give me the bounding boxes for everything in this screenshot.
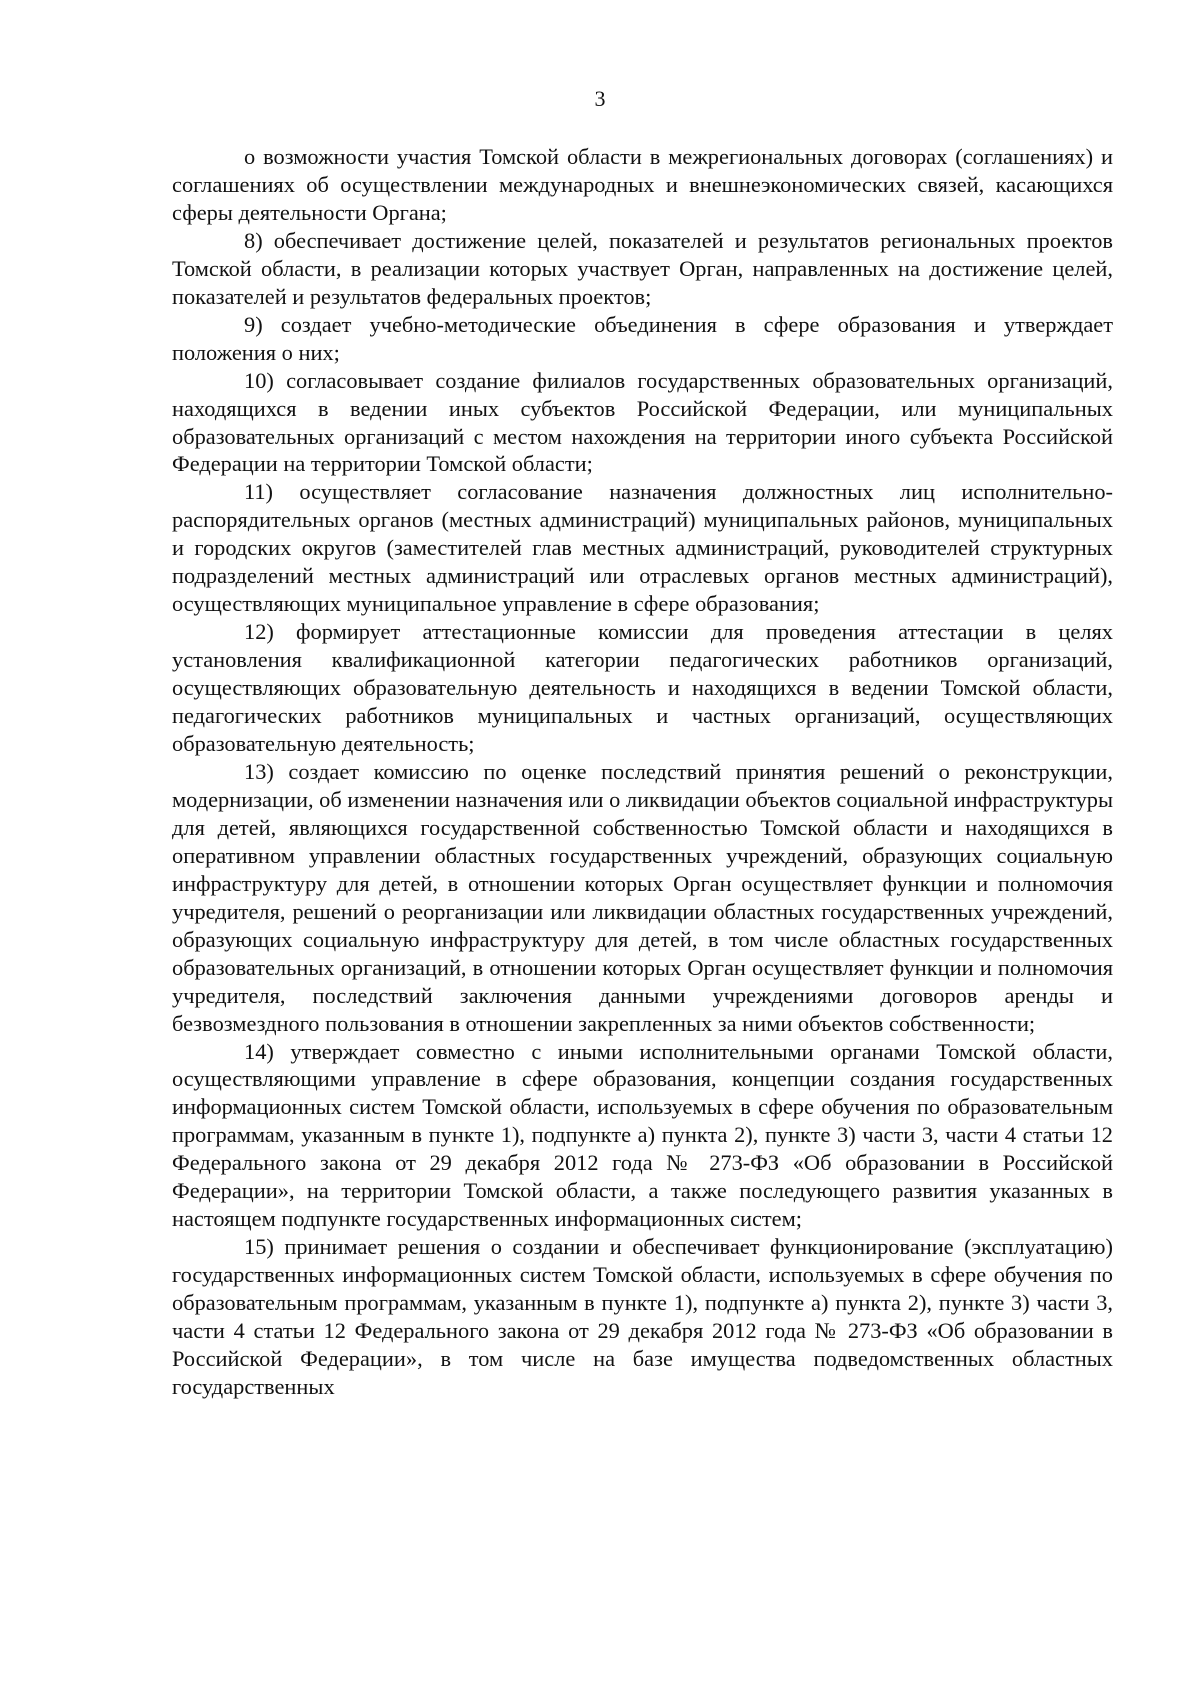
paragraph-item-12: 12) формирует аттестационные комиссии для проведения аттестации в целях установления квалификационной категории педагогических работников организаций, осуществляющих образовательную деятельность и находящихся в ведении Томской области, педагогических работников муниципальных и частных организаций, осуществляющих образовательную деятельность; xyxy=(172,619,1113,757)
paragraph-item-10: 10) согласовывает создание филиалов государственных образовательных организаций, находящихся в ведении иных субъектов Российской Федерации, или муниципальных образовательных организаций с местом нахождения на территории иного субъекта Российской Федерации на территории Томской области; xyxy=(172,367,1113,477)
paragraph-item-8: 8) обеспечивает достижение целей, показателей и результатов региональных проектов Томской области, в реализации которых участвует Орган, направленных на достижение целей, показателей и результатов федеральных проектов; xyxy=(172,227,1113,309)
paragraph-item-15: 15) принимает решения о создании и обеспечивает функционирование (эксплуатацию) государственных информационных систем Томской области, используемых в сфере обучения по образовательным программам, указанным в пункте 1), подпункте а) пункта 2), пункте 3) части 3, части 4 статьи 12 Федерального закона от 29 декабря 2012 года № 273-ФЗ «Об образовании в Российской Федерации», в том числе на базе имущества подведомственных областных государственных xyxy=(172,1234,1113,1399)
paragraph-continuation: о возможности участия Томской области в межрегиональных договорах (соглашениях) и соглашениях об осуществлении международных и внешнеэкономических связей, касающихся сферы деятельности Органа; xyxy=(172,144,1113,225)
page-number: 3 xyxy=(594,86,606,111)
paragraph-item-14: 14) утверждает совместно с иными исполнительными органами Томской области, осуществляющими управление в сфере образования, концепции создания государственных информационных систем Томской области, используемых в сфере обучения по образовательным программам, указанным в пункте 1), подпункте а) пункта 2), пункте 3) части 3, части 4 статьи 12 Федерального закона от 29 декабря 2012 года № 273-ФЗ «Об образовании в Российской Федерации», на территории Томской области, а также последующего развития указанных в настоящем подпункте государственных информационных систем; xyxy=(172,1038,1113,1232)
document-body xyxy=(172,143,1113,1401)
paragraph-item-13: 13) создает комиссию по оценке последствий принятия решений о реконструкции, модернизации, об изменении назначения или о ликвидации объектов социальной инфраструктуры для детей, являющихся государственной собственностью Томской области и находящихся в оперативном управлении областных государственных учреждений, образующих социальную инфраструктуру для детей, в отношении которых Орган осуществляет функции и полномочия учредителя, решений о реорганизации или ликвидации областных государственных учреждений, образующих социальную инфраструктуру для детей, в том числе областных государственных образовательных организаций, в отношении которых Орган осуществляет функции и полномочия учредителя, последствий заключения данными учреждениями договоров аренды и безвозмездного пользования в отношении закрепленных за ними объектов собственности; xyxy=(172,758,1113,1036)
paragraph-item-9: 9) создает учебно-методические объединения в сфере образования и утверждает положения о них; xyxy=(172,311,1113,365)
paragraph-item-11: 11) осуществляет согласование назначения должностных лиц исполнительно-распорядительных органов (местных администраций) муниципальных районов, муниципальных и городских округов (заместителей глав местных администраций, руководителей структурных подразделений местных администраций или отраслевых органов местных администраций), осуществляющих муниципальное управление в сфере образования; xyxy=(172,479,1113,617)
